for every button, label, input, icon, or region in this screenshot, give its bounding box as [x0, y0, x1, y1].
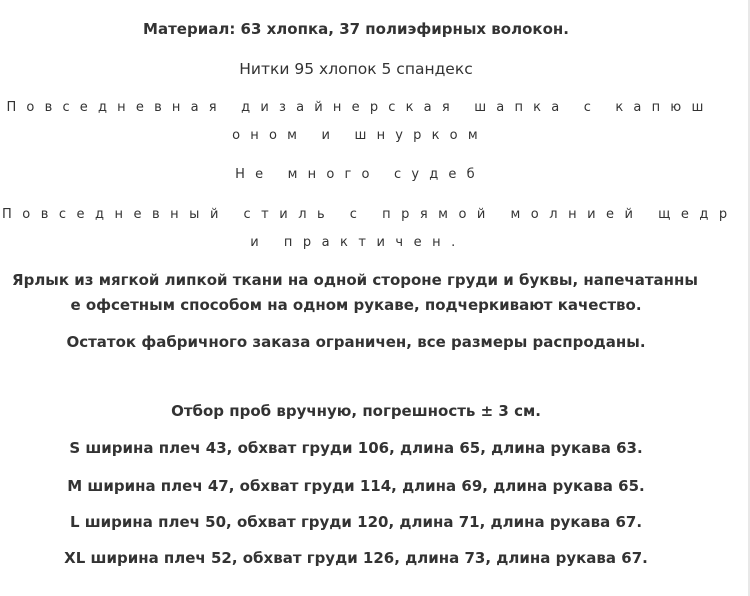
material-line: Материал: 63 хлопка, 37 полиэфирных волокон. [143, 20, 569, 38]
label-line-1: Ярлык из мягкой липкой ткани на одной стороне груди и буквы, напечатанны [12, 271, 698, 289]
size-xl-line: XL ширина плеч 52, обхват груди 126, длина 73, длина рукава 67. [64, 549, 648, 567]
size-s-line: S ширина плеч 43, обхват груди 106, длина 65, длина рукава 63. [69, 439, 643, 457]
casual-style-line-1: Повседневный стиль с прямой молнией щедр [2, 207, 738, 222]
threads-line: Нитки 95 хлопок 5 спандекс [239, 60, 473, 78]
not-many-line: Не много судеб [235, 167, 485, 182]
sampling-line: Отбор проб вручную, погрешность ± 3 см. [171, 402, 541, 420]
size-m-line: M ширина плеч 47, обхват груди 114, длина 69, длина рукава 65. [67, 477, 645, 495]
casual-hood-line-1: Повседневная дизайнерская шапка с капюш [6, 100, 714, 115]
casual-hood-line-2: оном и шнурком [232, 128, 488, 143]
casual-style-line-2: и практичен. [250, 235, 466, 250]
label-line-2: е офсетным способом на одном рукаве, подчеркивают качество. [70, 296, 642, 314]
size-l-line: L ширина плеч 50, обхват груди 120, длина 71, длина рукава 67. [69, 513, 643, 531]
remainder-line: Остаток фабричного заказа ограничен, все размеры распроданы. [66, 333, 646, 351]
